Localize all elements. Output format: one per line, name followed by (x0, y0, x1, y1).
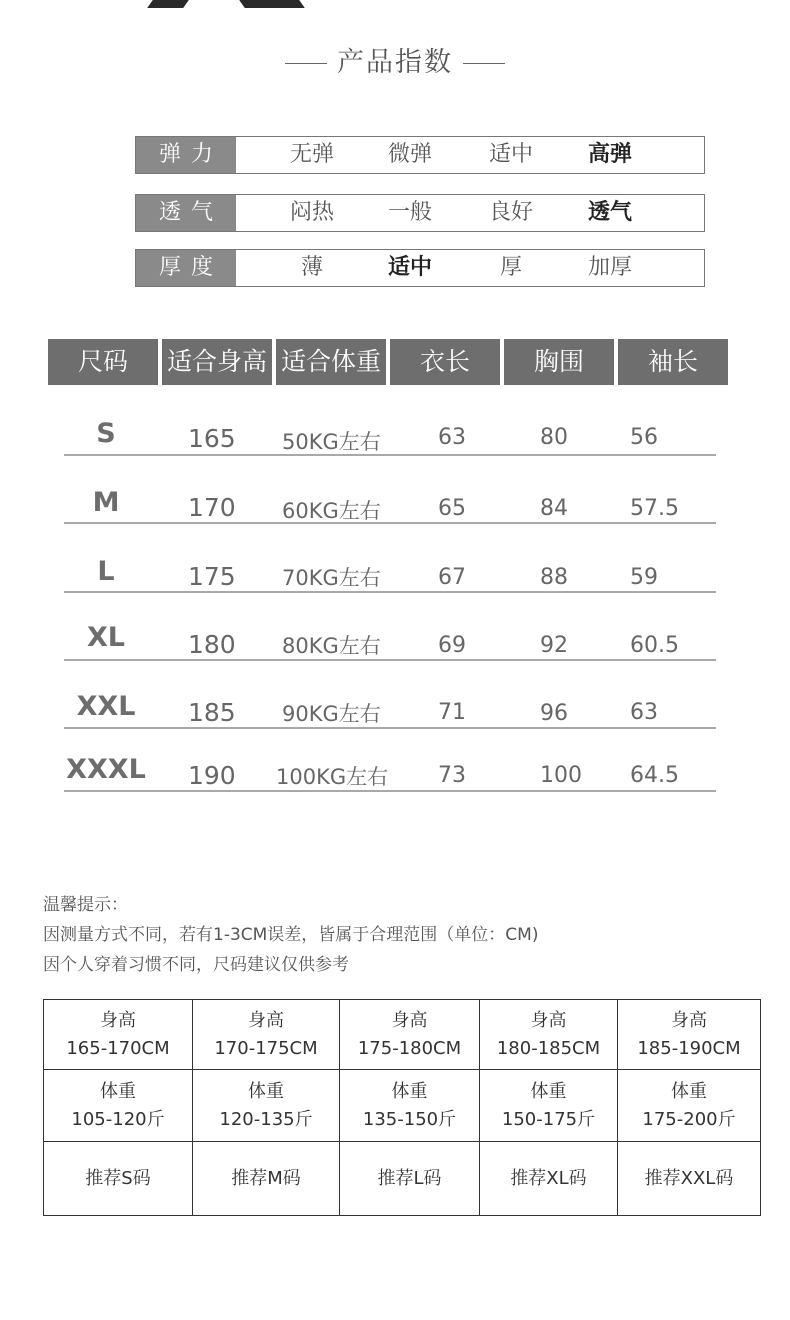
height-label: 身高 (671, 1009, 707, 1031)
weight-label: 体重 (530, 1080, 567, 1102)
weight-cell: 60KG左右 (282, 499, 381, 523)
index-option: 良好 (488, 200, 533, 225)
weight-cell: 100KG左右 (276, 765, 389, 789)
weight-range: 150-175斤 (501, 1108, 596, 1130)
weight-range: 105-120斤 (71, 1108, 165, 1130)
title-dash-right (463, 63, 505, 64)
length-cell: 71 (438, 700, 466, 725)
weight-label: 体重 (248, 1080, 284, 1102)
bust-cell: 92 (540, 633, 568, 658)
index-option: 无弹 (289, 142, 334, 167)
weight-cell (340, 1070, 480, 1142)
size-cell: XL (86, 622, 126, 653)
height-label: 身高 (248, 1009, 284, 1031)
tips-line-1: 因测量方式不同，若有1-3CM误差，皆属于合理范围（单位：CM) (43, 925, 539, 945)
weight-header: 适合体重 (276, 339, 386, 385)
sleeve-cell: 57.5 (630, 496, 679, 521)
recommend-cell: 推荐XXL码 (618, 1142, 761, 1216)
index-option: 微弹 (387, 142, 432, 167)
top-decoration (150, 0, 320, 8)
index-option: 加厚 (587, 255, 632, 280)
tips-title: 温馨提示： (43, 895, 128, 915)
weight-cell: 50KG左右 (282, 430, 381, 454)
index-label: 透气 (136, 195, 236, 231)
table-row (44, 1142, 761, 1216)
table-row (64, 599, 716, 661)
size-cell: XXXL (66, 754, 146, 785)
index-label: 弹力 (136, 137, 236, 173)
length-cell: 69 (438, 633, 466, 658)
length-cell: 65 (438, 496, 466, 521)
length-cell: 73 (438, 763, 466, 788)
weight-cell (618, 1070, 761, 1142)
height-cell: 185 (188, 698, 236, 727)
bust-header: 胸围 (504, 339, 614, 385)
index-option: 闷热 (289, 200, 334, 225)
index-option-selected: 适中 (387, 255, 432, 280)
index-label: 厚度 (136, 250, 236, 286)
index-option: 一般 (387, 200, 432, 225)
table-row (64, 394, 716, 456)
height-range: 165-170CM (66, 1037, 170, 1059)
weight-range: 135-150斤 (362, 1108, 457, 1130)
weight-cell (44, 1070, 193, 1142)
section-title (0, 40, 790, 79)
bust-cell: 84 (540, 496, 568, 521)
title-dash-left (285, 63, 327, 64)
length-cell: 67 (438, 565, 466, 590)
table-row (64, 730, 716, 792)
table-row (64, 462, 716, 524)
height-cell: 190 (188, 761, 236, 790)
table-row (64, 667, 716, 729)
recommendation-table (43, 999, 761, 1216)
index-option: 适中 (488, 142, 533, 167)
index-option: 薄 (300, 255, 323, 280)
bust-cell: 80 (540, 425, 568, 450)
height-cell: 170 (188, 493, 236, 522)
recommend-cell: 推荐L码 (340, 1142, 480, 1216)
height-label: 身高 (530, 1009, 567, 1031)
tips (43, 890, 538, 980)
table-row (44, 1070, 761, 1142)
recommend-cell: 推荐XL码 (480, 1142, 618, 1216)
height-range: 185-190CM (637, 1037, 741, 1059)
height-range: 170-175CM (214, 1037, 318, 1059)
length-header: 衣长 (390, 339, 500, 385)
weight-label: 体重 (671, 1080, 707, 1102)
sleeve-cell: 56 (630, 425, 658, 450)
sleeve-cell: 64.5 (630, 763, 679, 788)
weight-cell: 90KG左右 (282, 702, 381, 726)
height-cell (618, 1000, 761, 1070)
index-option: 厚 (499, 255, 522, 280)
index-option-selected: 高弹 (587, 142, 632, 167)
sleeve-header: 袖长 (618, 339, 728, 385)
index-row-breathability (135, 194, 705, 232)
recommend-cell: 推荐S码 (44, 1142, 193, 1216)
weight-cell: 80KG左右 (282, 634, 381, 658)
table-row (44, 1000, 761, 1070)
size-header: 尺码 (48, 339, 158, 385)
weight-cell (480, 1070, 618, 1142)
size-cell: M (92, 487, 120, 518)
height-range: 175-180CM (357, 1037, 462, 1059)
bust-cell: 96 (540, 701, 568, 726)
length-cell: 63 (438, 425, 466, 450)
weight-cell: 70KG左右 (282, 566, 381, 590)
bust-cell: 100 (540, 763, 582, 788)
index-option-selected: 透气 (587, 200, 632, 225)
height-cell (340, 1000, 480, 1070)
height-range: 180-185CM (496, 1037, 601, 1059)
weight-label: 体重 (391, 1080, 428, 1102)
sleeve-cell: 60.5 (630, 633, 679, 658)
sleeve-cell: 63 (630, 700, 658, 725)
height-label: 身高 (391, 1009, 428, 1031)
height-cell: 180 (188, 630, 236, 659)
height-label: 身高 (100, 1009, 136, 1031)
height-cell: 175 (188, 562, 236, 591)
sleeve-cell: 59 (630, 565, 658, 590)
height-header: 适合身高 (162, 339, 272, 385)
height-cell (44, 1000, 193, 1070)
size-cell: XXL (76, 691, 136, 722)
table-row (64, 531, 716, 593)
index-row-thickness (135, 249, 705, 287)
tips-line-2: 因个人穿着习惯不同，尺码建议仅供参考 (43, 955, 349, 975)
weight-range: 175-200斤 (642, 1108, 736, 1130)
weight-cell (193, 1070, 340, 1142)
section-title-text: 产品指数 (337, 47, 453, 78)
recommend-cell: 推荐M码 (193, 1142, 340, 1216)
bust-cell: 88 (540, 565, 568, 590)
height-cell: 165 (188, 424, 236, 453)
height-cell (480, 1000, 618, 1070)
weight-label: 体重 (100, 1080, 136, 1102)
size-cell: S (96, 418, 116, 449)
size-cell: L (97, 556, 115, 587)
index-row-elasticity (135, 136, 705, 174)
weight-range: 120-135斤 (219, 1108, 313, 1130)
height-cell (193, 1000, 340, 1070)
